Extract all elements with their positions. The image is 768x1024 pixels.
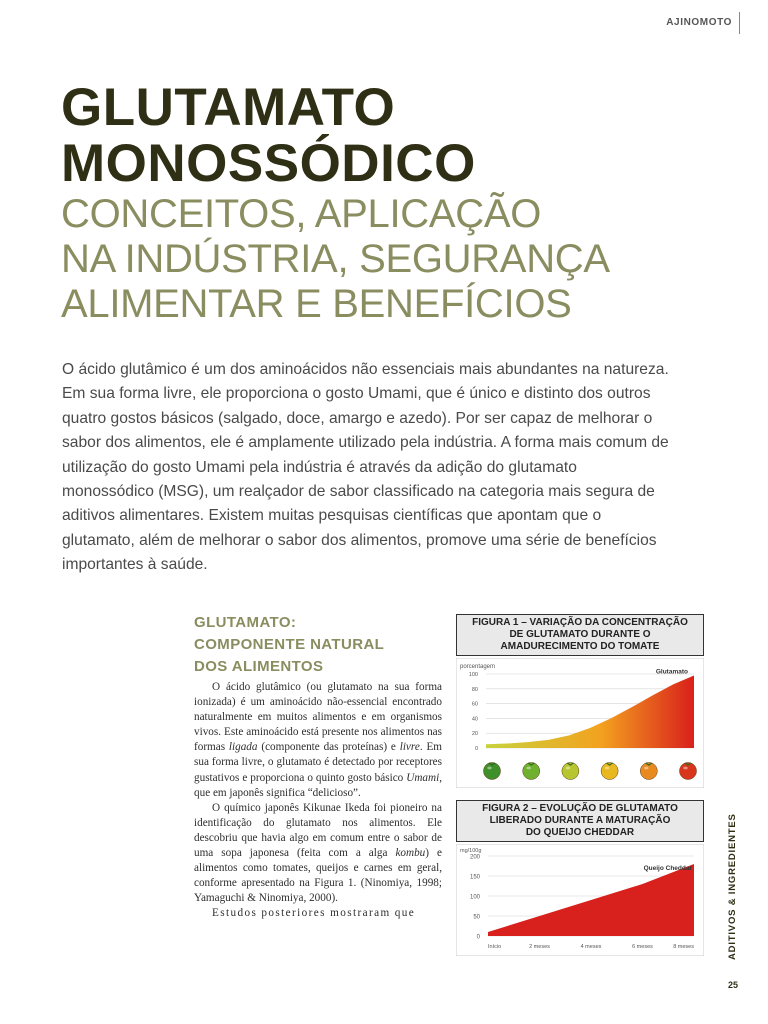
chart-1-y-tick: 100 (468, 672, 478, 678)
article-body (194, 680, 442, 922)
chart-1-y-tick: 0 (474, 746, 478, 752)
chart-2-x-tick: 4 meses (580, 944, 602, 950)
body-paragraph-1: O ácido glutâmico (ou glutamato na sua forma ionizada) é um aminoácido não-essencial encontrado naturalmente em muitos alimentos e em organismos vivos. Este aminoácido está presente nos alimentos nas formas ligada (componente das proteínas) e livre. Em sua forma livre, o glutamato é detectado por receptores gustativos e proporciona o quinto gosto básico Umami, que em japonês significa “delicioso”. (194, 681, 442, 799)
subtitle-line-2: NA INDÚSTRIA, SEGURANÇA (61, 237, 610, 281)
figure-2 (456, 800, 704, 956)
page-title (61, 80, 476, 192)
section-heading-line-2: COMPONENTE NATURAL (194, 636, 385, 653)
title-line-2: MONOSSÓDICO (61, 134, 476, 193)
chart-1-y-label: porcentagem (460, 664, 496, 670)
chart-2-y-tick: 100 (469, 894, 480, 901)
tomato-highlight (644, 767, 648, 770)
page-number: 25 (727, 980, 738, 990)
brand-name: AJINOMOTO (666, 17, 732, 28)
body-paragraph-3: Estudos posteriores mostraram que (212, 907, 416, 920)
chart-2-y-label: mg/100g (460, 848, 482, 854)
intro-paragraph: O ácido glutâmico é um dos aminoácidos não essenciais mais abundantes na natureza. Em sua forma livre, ele proporciona o gosto Umami, que é único e distinto dos outros quatro gostos básicos (salgado, doce, amargo e azedo). Por ser capaz de melhorar o sabor dos alimentos, ele é amplamente utilizado pela indústria. A forma mais comum de utilização do gosto Umami pela indústria é através da adição do glutamato monossódico (MSG), um realçador de sabor classificado na categoria mais segura de aditivos alimentares. Existem muitas pesquisas científicas que apontam que o glutamato, além de melhorar o sabor dos alimentos, promove uma série de benefícios importantes à saúde. (62, 361, 669, 574)
tomato-highlight (487, 767, 491, 770)
chart-1-series-label: Glutamato (655, 668, 688, 676)
section-heading (194, 612, 384, 678)
subtitle-line-1: CONCEITOS, APLICAÇÃO (61, 192, 542, 236)
tomato-highlight (527, 767, 531, 770)
chart-2-y-tick: 50 (473, 914, 480, 921)
chart-1-y-tick: 60 (471, 701, 478, 708)
chart-2-y-tick: 150 (469, 874, 480, 881)
chart-1-y-tick: 40 (471, 716, 478, 723)
section-side-label: ADITIVOS & INGREDIENTES (727, 813, 738, 960)
figure-1 (456, 614, 704, 788)
page-subtitle (61, 192, 610, 327)
figure-2-title: FIGURA 2 – EVOLUÇÃO DE GLUTAMATO LIBERADO DURANTE A MATURAÇÃO DO QUEIJO CHEDDAR (456, 800, 704, 842)
chart-2-x-tick: 2 meses (529, 944, 550, 950)
subtitle-line-3: ALIMENTAR E BENEFÍCIOS (61, 282, 572, 326)
chart-2-x-tick: 8 meses (673, 944, 694, 950)
tomato-highlight (566, 767, 570, 770)
tomato-highlight (683, 767, 687, 770)
chart-2-x-tick: Início (488, 944, 502, 950)
chart-2-x-tick: 6 meses (632, 944, 653, 950)
chart-1-y-tick: 80 (471, 686, 478, 693)
cheddar-glutamate-chart (456, 844, 704, 956)
body-paragraph-2: O químico japonês Kikunae Ikeda foi pioneiro na identificação do glutamato nos alimentos. Ele descobriu que havia algo em comum entre o sabor de uma sopa japonesa (feita com a alga kombu) e alimentos como tomates, queijos e carnes em geral, conforme apresentado na Figura 1. (Ninomiya, 1998; Yamaguchi & Ninomiya, 2000). (194, 801, 442, 905)
title-line-1: GLUTAMATO (61, 78, 396, 137)
header-divider (739, 12, 740, 34)
tomato-glutamate-chart (456, 658, 704, 788)
chart-1-y-tick: 20 (471, 731, 478, 738)
tomato-highlight (605, 767, 609, 770)
chart-2-y-tick: 0 (476, 934, 480, 941)
section-heading-line-3: DOS ALIMENTOS (194, 658, 324, 675)
chart-2-y-tick: 200 (469, 854, 480, 861)
figure-1-title: FIGURA 1 – VARIAÇÃO DA CONCENTRAÇÃO DE GLUTAMATO DURANTE O AMADURECIMENTO DO TOMATE (456, 614, 704, 656)
section-heading-line-1: GLUTAMATO: (194, 614, 297, 631)
chart-2-series-label: Queijo Cheddar (643, 865, 692, 872)
